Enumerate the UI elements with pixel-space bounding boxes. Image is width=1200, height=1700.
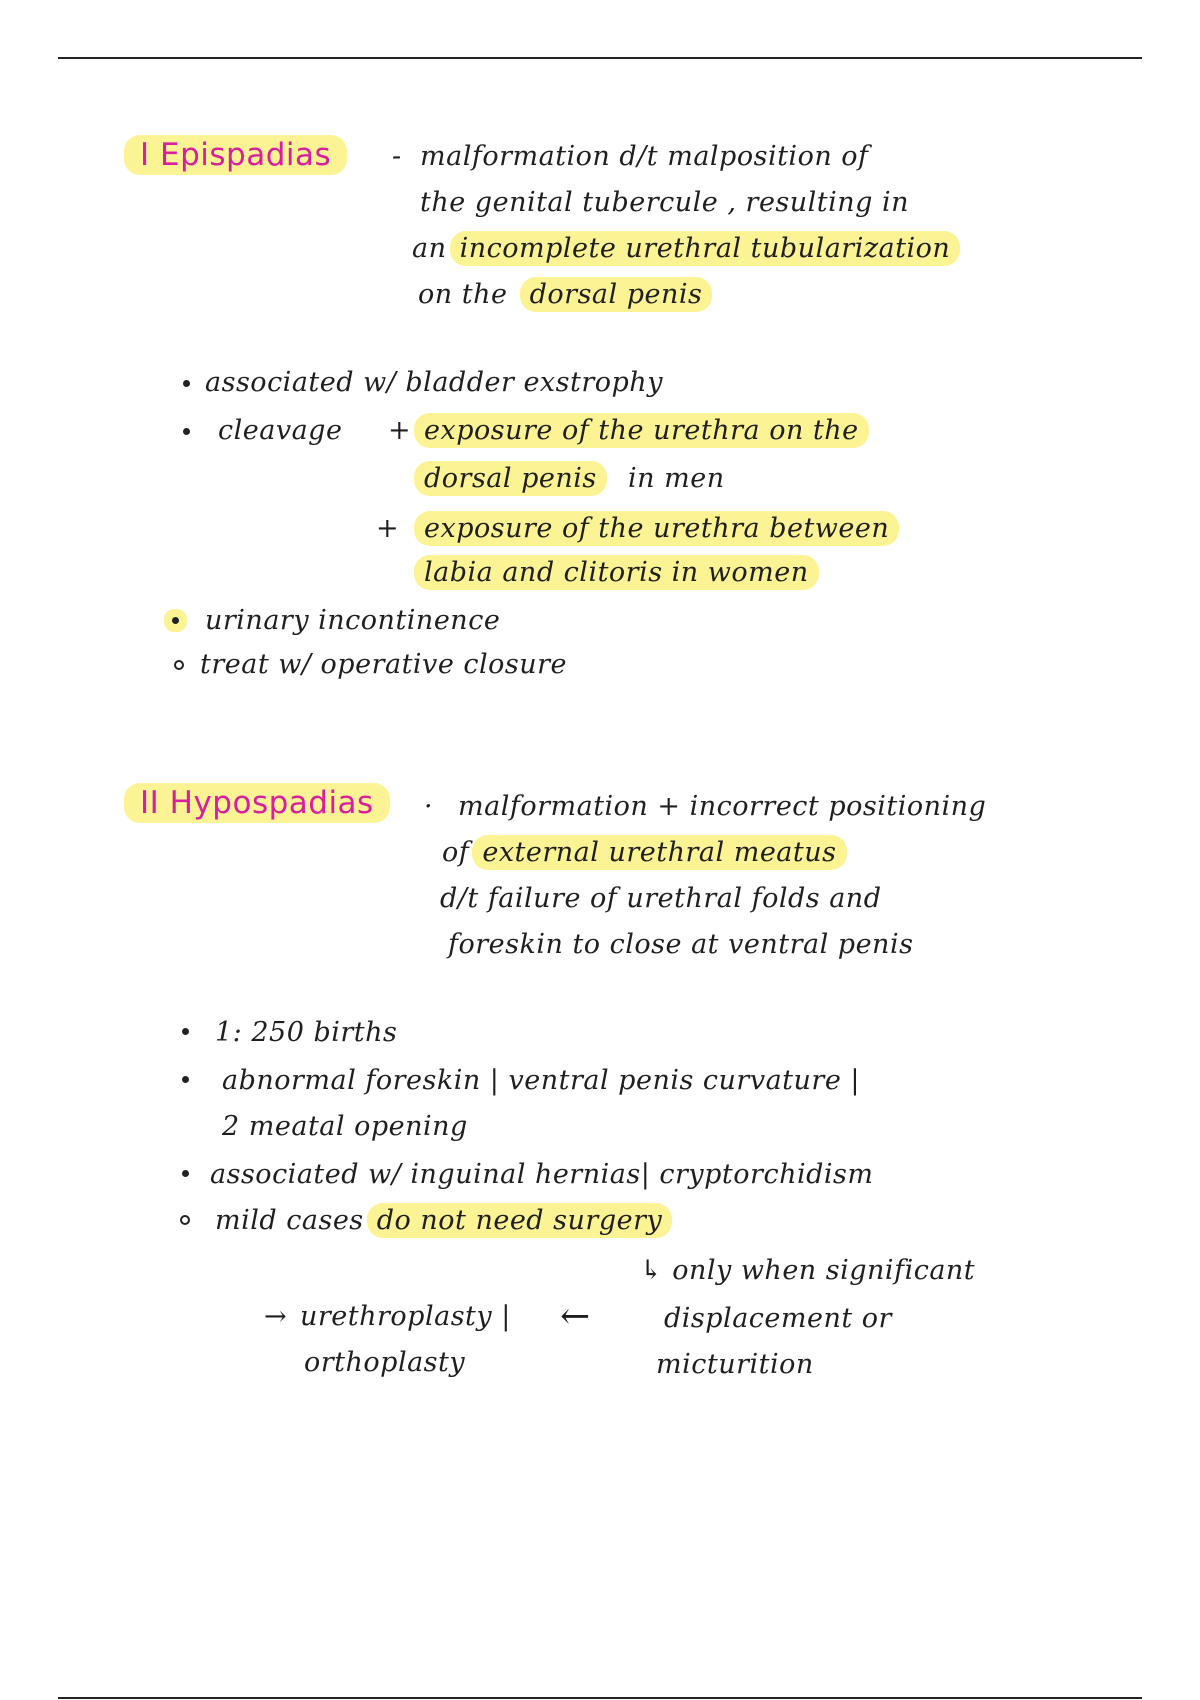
hypospadias-heading: II Hypospadias (130, 786, 384, 820)
epispadias-bullet-2-label: cleavage (218, 415, 343, 446)
epispadias-bullet-2a-line1: exposure of the urethra on the (420, 414, 863, 448)
bullet (183, 380, 190, 387)
epispadias-def-line3: an incomplete urethral tubularization (412, 232, 954, 266)
top-rule (58, 57, 1142, 59)
hypospadias-def-line1: malformation + incorrect positioning (458, 791, 987, 822)
bullet (183, 428, 190, 435)
epispadias-def-line2: the genital tubercule , resulting in (420, 187, 910, 218)
hypospadias-bullet-2-line2: 2 meatal opening (222, 1111, 468, 1142)
hypospadias-def-line3: d/t failure of urethral folds and (440, 883, 882, 914)
epispadias-bullet-2a-line2: dorsal penis in men (420, 462, 725, 496)
bullet (182, 1170, 189, 1177)
hypospadias-def-line4: foreskin to close at ventral penis (448, 929, 914, 960)
bullet-highlighted (172, 617, 179, 624)
epispadias-bullet-1: associated w/ bladder exstrophy (205, 367, 663, 398)
hypospadias-result-line1: urethroplasty | (300, 1301, 511, 1332)
epispadias-bullet-3: urinary incontinence (205, 605, 501, 636)
hypospadias-note-line3: micturition (656, 1349, 814, 1380)
hypospadias-bullet-1: 1: 250 births (215, 1017, 398, 1048)
epispadias-def-line4: on the dorsal penis (418, 278, 706, 312)
epispadias-bullet-2b-line1: exposure of the urethra between (420, 512, 893, 546)
epispadias-bullet-4: treat w/ operative closure (200, 649, 568, 680)
hypospadias-note-line1: ↳ only when significant (640, 1255, 976, 1286)
hypospadias-def-dot: · (424, 791, 434, 822)
hypospadias-def-line2: of external urethral meatus (442, 836, 841, 870)
bullet (174, 660, 184, 670)
hypospadias-result-line2: orthoplasty (304, 1347, 466, 1378)
hypospadias-bullet-3: associated w/ inguinal hernias| cryptorchidism (210, 1159, 874, 1190)
epispadias-bullet-2b-line2: labia and clitoris in women (420, 556, 813, 590)
epispadias-def-line1: malformation d/t malposition of (420, 141, 869, 172)
bottom-rule (58, 1697, 1142, 1699)
bullet (180, 1215, 190, 1225)
hypospadias-note-line2: displacement or (664, 1303, 892, 1334)
epispadias-bullet-2-mark-1: + (388, 415, 412, 446)
epispadias-def-dash: - (392, 141, 402, 172)
epispadias-heading: I Epispadias (130, 138, 341, 172)
epispadias-bullet-2-mark-2: + (376, 513, 400, 544)
left-arrow-icon: ← (560, 1296, 591, 1337)
bullet (182, 1076, 189, 1083)
hypospadias-bullet-2-line1: abnormal foreskin | ventral penis curvature | (222, 1065, 860, 1096)
hypospadias-bullet-4: mild cases do not need surgery (215, 1204, 666, 1238)
bullet (182, 1028, 189, 1035)
right-arrow-icon: → (264, 1301, 288, 1332)
